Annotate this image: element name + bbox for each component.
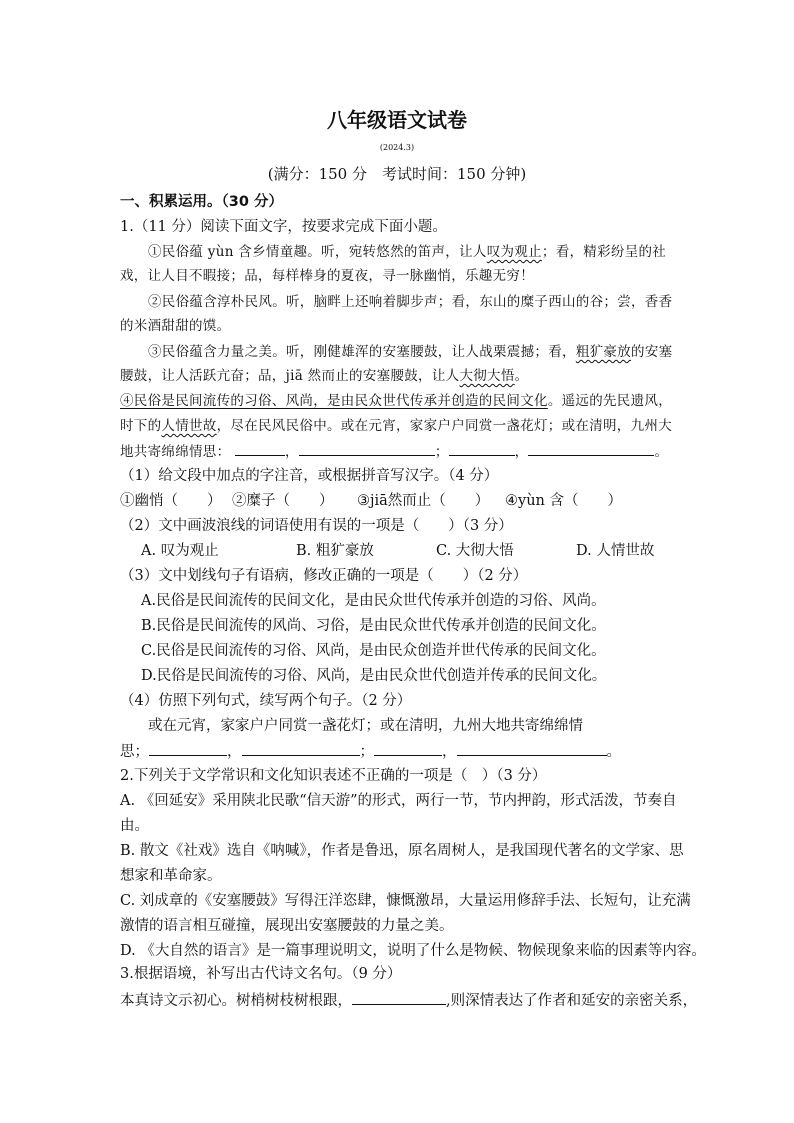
passage-para-2: ②民俗蕴含淳朴民风。听，脑畔上还响着脚步声；看，东山的糜子西山的谷；尝，香香 <box>148 294 673 310</box>
sub2-option-b[interactable]: B. 粗犷豪放 <box>296 543 374 559</box>
sub2-option-d[interactable]: D. 人情世故 <box>576 543 655 559</box>
sub1-item-1[interactable]: ①幽悄（ ） <box>120 493 222 509</box>
answer-blank[interactable] <box>352 990 446 1005</box>
q2-option-b-cont: 想家和革命家。 <box>120 868 222 884</box>
q2-option-c[interactable]: C. 刘成章的《安塞腰鼓》写得汪洋恣肆，慷慨激昂，大量运用修辞手法、长短句，让充满 <box>120 893 691 909</box>
sub3-option-a[interactable]: A.民俗是民间流传的民间文化，是由民众世代传承并创造的习俗、风尚。 <box>141 593 606 609</box>
underlined-sentence: ④民俗是民间流传的习俗、风尚，是由民众世代传承并创造的民间文化 <box>120 393 548 409</box>
sub1-item-2[interactable]: ②糜子（ ） <box>232 493 334 509</box>
q2-option-a[interactable]: A. 《回延安》采用陕北民歌“信天游”的形式，两行一节，节内押韵，形式活泼，节奏自 <box>120 793 677 809</box>
question-1-sub-3: （3）文中划线句子有语病，修改正确的一项是（ ）（2 分） <box>120 568 528 584</box>
answer-blank[interactable] <box>149 741 227 756</box>
passage-para-2-cont: 的米酒甜甜的馍。 <box>120 318 231 334</box>
question-1-sub-2: （2）文中画波浪线的词语使用有误的一项是（ ）（3 分） <box>120 518 513 534</box>
question-1-sub-1: （1）给文段中加点的字注音，或根据拼音写汉字。（4 分） <box>120 468 499 484</box>
sub3-option-b[interactable]: B.民俗是民间流传的风尚、习俗，是由民众世代传承并创造的民间文化。 <box>141 618 606 634</box>
sub3-option-d[interactable]: D.民俗是民间流传的习俗、风尚，是由民众世代创造并传承的民间文化。 <box>141 668 607 684</box>
answer-blank[interactable] <box>235 441 285 456</box>
q2-option-a-cont: 由。 <box>120 818 149 834</box>
passage-para-3: ③民俗蕴含力量之美。听，刚健雄浑的安塞腰鼓，让人战栗震撼；看，粗犷豪放的安塞 <box>148 344 673 360</box>
question-3-prompt: 3.根据语境，补写出古代诗文名句。（9 分） <box>120 966 402 982</box>
answer-blank[interactable] <box>449 441 515 456</box>
exam-date: (2024.3) <box>379 143 415 152</box>
passage-para-4-end: 地共寄绵绵情思： ， ； ， 。 <box>120 441 668 462</box>
section-heading: 一、积累运用。（30 分） <box>120 194 283 210</box>
exam-subtitle: (满分：150 分 考试时间：150 分钟) <box>267 165 527 183</box>
page-title: 八年级语文试卷 <box>327 108 467 132</box>
passage-para-1-cont: 戏，让人目不暇接；品，每样棒身的夏夜，寻一脉幽悄，乐趣无穷！ <box>120 268 534 284</box>
sub4-model-sentence: 或在元宵，家家户户同赏一盏花灯；或在清明，九州大地共寄绵绵情 <box>148 718 583 734</box>
sub1-item-3[interactable]: ③jiā然而止（ ） <box>357 493 490 509</box>
answer-blank[interactable] <box>374 741 442 756</box>
sub2-option-c[interactable]: C. 大彻大悟 <box>436 543 514 559</box>
q2-option-c-cont: 激情的语言相互碰撞，展现出安塞腰鼓的力量之美。 <box>120 918 454 934</box>
answer-blank[interactable] <box>299 441 435 456</box>
question-1-prompt: 1.（11 分）阅读下面文字，按要求完成下面小题。 <box>120 219 447 235</box>
q2-option-d[interactable]: D. 《大自然的语言》是一篇事理说明文，说明了什么是物候、物候现象来临的因素等内容。 <box>120 943 706 959</box>
passage-para-1: ①民俗蕴 yùn 含乡情童趣。听，宛转悠然的笛声，让人叹为观止；看，精彩纷呈的社 <box>148 244 667 260</box>
sub3-option-c[interactable]: C.民俗是民间流传的习俗、风尚，是由民众创造并世代传承的民间文化。 <box>141 643 606 659</box>
sub2-option-a[interactable]: A. 叹为观止 <box>141 543 219 559</box>
sub4-answer-line: 思； ， ； ， 。 <box>120 741 621 762</box>
question-1-sub-4: （4）仿照下列句式，续写两个句子。（2 分） <box>120 693 412 709</box>
q2-option-b[interactable]: B. 散文《社戏》选自《呐喊》，作者是鲁迅，原名周树人，是我国现代著名的文学家、思 <box>120 843 684 859</box>
question-2-prompt: 2.下列关于文学常识和文化知识表述不正确的一项是（ ）（3 分） <box>120 768 547 784</box>
answer-blank[interactable] <box>528 441 654 456</box>
sub1-item-4[interactable]: ④yùn 含（ ） <box>505 493 622 509</box>
passage-para-4-cont: 时下的人情世故，尽在民风民俗中。或在元宵，家家户户同赏一盏花灯；或在清明，九州大 <box>120 418 673 434</box>
answer-blank[interactable] <box>457 741 607 756</box>
passage-para-3-cont: 腰鼓，让人活跃亢奋；品，jiā 然而止的安塞腰鼓，让人大彻大悟。 <box>120 368 529 384</box>
answer-blank[interactable] <box>242 741 360 756</box>
passage-para-4: ④民俗是民间流传的习俗、风尚，是由民众世代传承并创造的民间文化。遥远的先民遗风， <box>120 393 673 409</box>
q3-line-1: 本真诗文示初心。树梢树枝树根跟， ,则深情表达了作者和延安的亲密关系， <box>120 990 697 1011</box>
